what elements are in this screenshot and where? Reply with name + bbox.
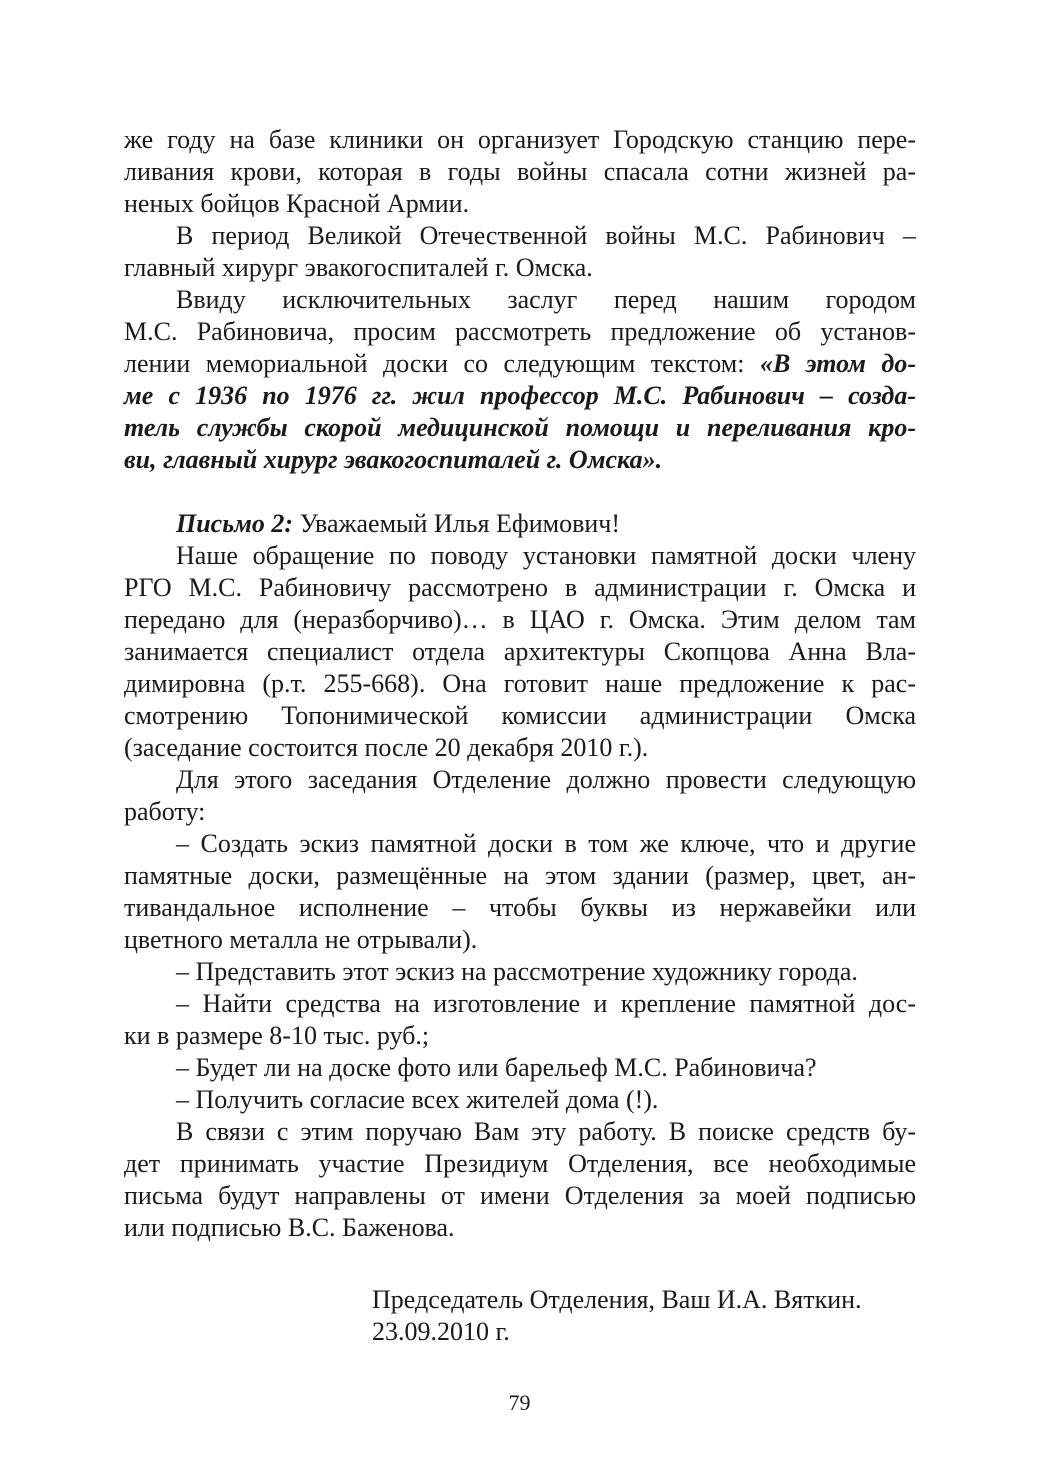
letter-2-paragraph-2 bbox=[124, 764, 916, 828]
memorial-text-line: тель службы скорой медицинской помощи и переливания кро- bbox=[124, 413, 916, 442]
text-line: работу: bbox=[124, 797, 206, 826]
paragraph-proposal bbox=[124, 284, 916, 476]
signature-date: 23.09.2010 г. bbox=[372, 1317, 510, 1346]
text-line bbox=[124, 508, 916, 540]
text-line: неных бойцов Красной Армии. bbox=[124, 189, 470, 218]
page-number: 79 bbox=[508, 1390, 531, 1415]
paragraph-war-period bbox=[124, 220, 916, 284]
text-line: Наше обращение по поводу установки памятной доски члену bbox=[176, 541, 916, 570]
letter-2-paragraph-1 bbox=[124, 540, 916, 764]
list-item bbox=[124, 988, 916, 1052]
text-line: – Будет ли на доске фото или барельеф М.С. Рабиновича? bbox=[176, 1053, 817, 1082]
text-line: памятные доски, размещённые на этом здании (размер, цвет, ан- bbox=[124, 861, 916, 890]
memorial-text-line: ви, главный хирург эвакогоспиталей г. Омска». bbox=[124, 445, 663, 474]
list-item bbox=[124, 828, 916, 956]
salutation: Уважаемый Илья Ефимович! bbox=[293, 509, 620, 538]
memorial-text-line: ме с 1936 по 1976 гг. жил профессор М.С. Рабинович – созда- bbox=[124, 381, 916, 410]
text-line: РГО М.С. Рабиновичу рассмотрено в администрации г. Омска и bbox=[124, 573, 916, 602]
text-line: В период Великой Отечественной войны М.С. Рабинович – bbox=[176, 221, 916, 250]
list-item bbox=[124, 1084, 916, 1116]
text-line: письма будут направлены от имени Отделения за моей подписью bbox=[124, 1181, 916, 1210]
text-line: Ввиду исключительных заслуг перед нашим городом bbox=[176, 285, 916, 314]
text-line: тивандальное исполнение – чтобы буквы из нержавейки или bbox=[124, 893, 916, 922]
text-line: занимается специалист отдела архитектуры Скопцова Анна Вла- bbox=[124, 637, 916, 666]
memorial-text-start: «В этом до- bbox=[759, 349, 916, 378]
text-line: цветного металла не отрывали). bbox=[124, 925, 478, 954]
text-line: – Представить этот эскиз на рассмотрение художнику города. bbox=[176, 957, 858, 986]
spacer bbox=[124, 476, 916, 508]
text-line: (заседание состоится после 20 декабря 2010 г.). bbox=[124, 733, 649, 762]
list-item bbox=[124, 956, 916, 988]
text-line: ки в размере 8-10 тыс. руб.; bbox=[124, 1021, 430, 1050]
list-item bbox=[124, 1052, 916, 1084]
text-line: – Создать эскиз памятной доски в том же ключе, что и другие bbox=[176, 829, 916, 858]
text-line: смотрению Топонимической комиссии администрации Омска bbox=[124, 701, 916, 730]
letter-label: Письмо 2: bbox=[176, 509, 294, 538]
letter-2-closing bbox=[124, 1116, 916, 1244]
paragraph-continuation bbox=[124, 124, 916, 220]
text-line: – Найти средства на изготовление и крепление памятной дос- bbox=[176, 989, 916, 1018]
text-plain: лении мемориальной доски со следующим текстом: bbox=[124, 349, 760, 378]
text-line: ливания крови, которая в годы войны спасала сотни жизней ра- bbox=[124, 157, 916, 186]
text-line bbox=[124, 348, 916, 380]
text-line: главный хирург эвакогоспиталей г. Омска. bbox=[124, 253, 593, 282]
text-line: – Получить согласие всех жителей дома (!). bbox=[176, 1085, 659, 1114]
text-line: В связи с этим поручаю Вам эту работу. В поиске средств бу- bbox=[176, 1117, 916, 1146]
text-line: Для этого заседания Отделение должно провести следующую bbox=[176, 765, 916, 794]
signatory: Председатель Отделения, Ваш И.А. Вяткин. bbox=[372, 1285, 862, 1314]
text-line: дет принимать участие Президиум Отделения, все необходимые bbox=[124, 1149, 916, 1178]
signature-block bbox=[372, 1284, 862, 1348]
text-line: же году на базе клиники он организует Городскую станцию пере- bbox=[124, 125, 916, 154]
text-line: или подписью В.С. Баженова. bbox=[124, 1213, 455, 1242]
text-line: М.С. Рабиновича, просим рассмотреть предложение об установ- bbox=[124, 317, 916, 346]
page-body bbox=[124, 124, 916, 1244]
text-line: димировна (р.т. 255-668). Она готовит наше предложение к рас- bbox=[124, 669, 916, 698]
letter-2-heading bbox=[124, 508, 916, 540]
text-line: передано для (неразборчиво)… в ЦАО г. Омска. Этим делом там bbox=[124, 605, 916, 634]
